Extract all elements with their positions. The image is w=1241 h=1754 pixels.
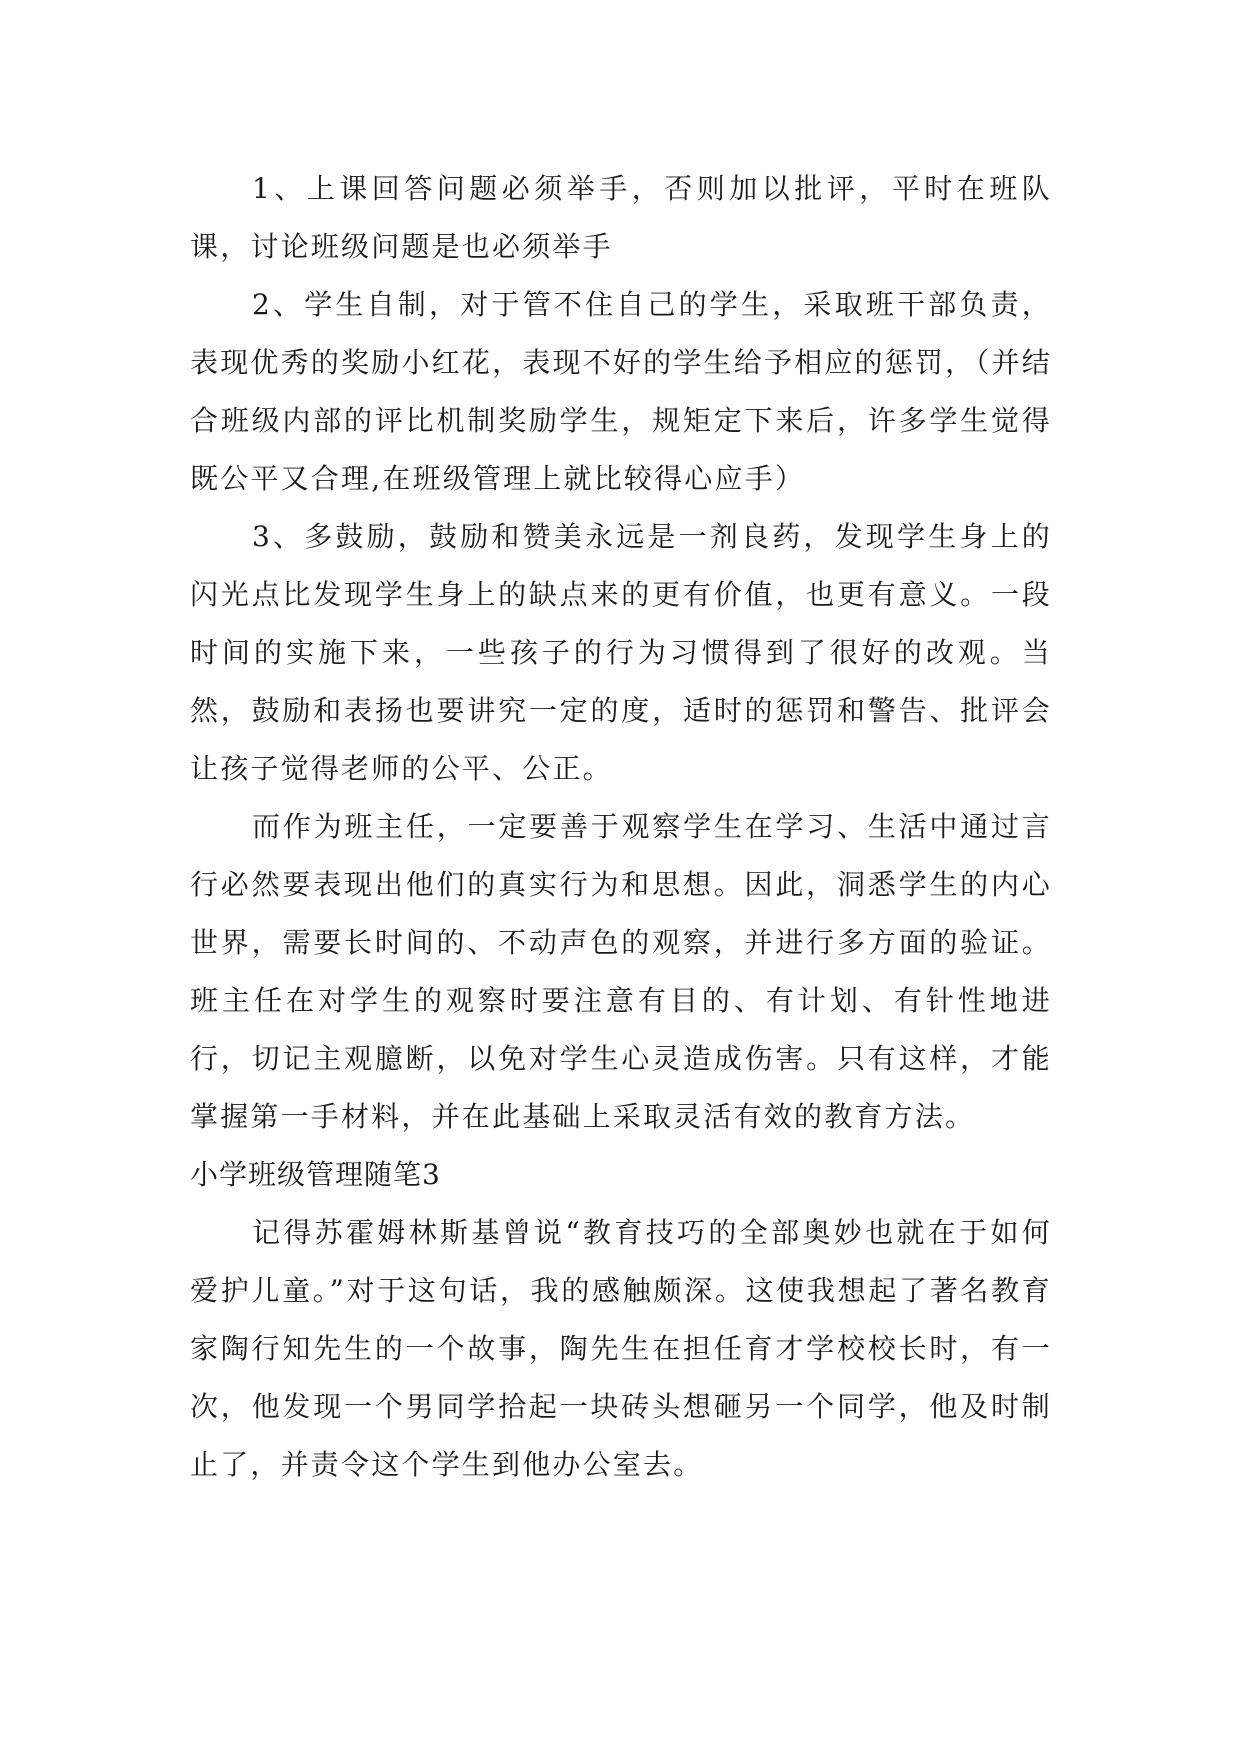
paragraph-story: 记得苏霍姆林斯基曾说“教育技巧的全部奥妙也就在于如何爱护儿童。”对于这句话，我的感触颇深。这使我想起了著名教育家陶行知先生的一个故事，陶先生在担任育才学校校长时，有一次，他发现一个男同学拾起一块砖头想砸另一个同学，他及时制止了，并责令这个学生到他办公室去。 — [190, 1216, 1052, 1481]
paragraph-rule-1: 1、上课回答问题必须举手，否则加以批评，平时在班队课，讨论班级问题是也必须举手 — [190, 172, 1052, 263]
document-page — [190, 160, 1052, 1494]
paragraph-rule-2: 2、学生自制，对于管不住自己的学生，采取班干部负责，表现优秀的奖励小红花，表现不好的学生给予相应的惩罚，（并结合班级内部的评比机制奖励学生，规矩定下来后，许多学生觉得既公平又合理,在班级管理上就比较得心应手） — [190, 288, 1052, 495]
paragraph-observation: 而作为班主任，一定要善于观察学生在学习、生活中通过言行必然要表现出他们的真实行为和思想。因此，洞悉学生的内心世界，需要长时间的、不动声色的观察，并进行多方面的验证。班主任在对学生的观察时要注意有目的、有计划、有针性地进行，切记主观臆断，以免对学生心灵造成伤害。只有这样，才能掌握第一手材料，并在此基础上采取灵活有效的教育方法。 — [190, 810, 1052, 1133]
section-heading: 小学班级管理随笔3 — [190, 1158, 441, 1191]
paragraph-rule-3: 3、多鼓励，鼓励和赞美永远是一剂良药，发现学生身上的闪光点比发现学生身上的缺点来的更有价值，也更有意义。一段时间的实施下来，一些孩子的行为习惯得到了很好的改观。当然，鼓励和表扬也要讲究一定的度，适时的惩罚和警告、批评会让孩子觉得老师的公平、公正。 — [190, 520, 1052, 785]
